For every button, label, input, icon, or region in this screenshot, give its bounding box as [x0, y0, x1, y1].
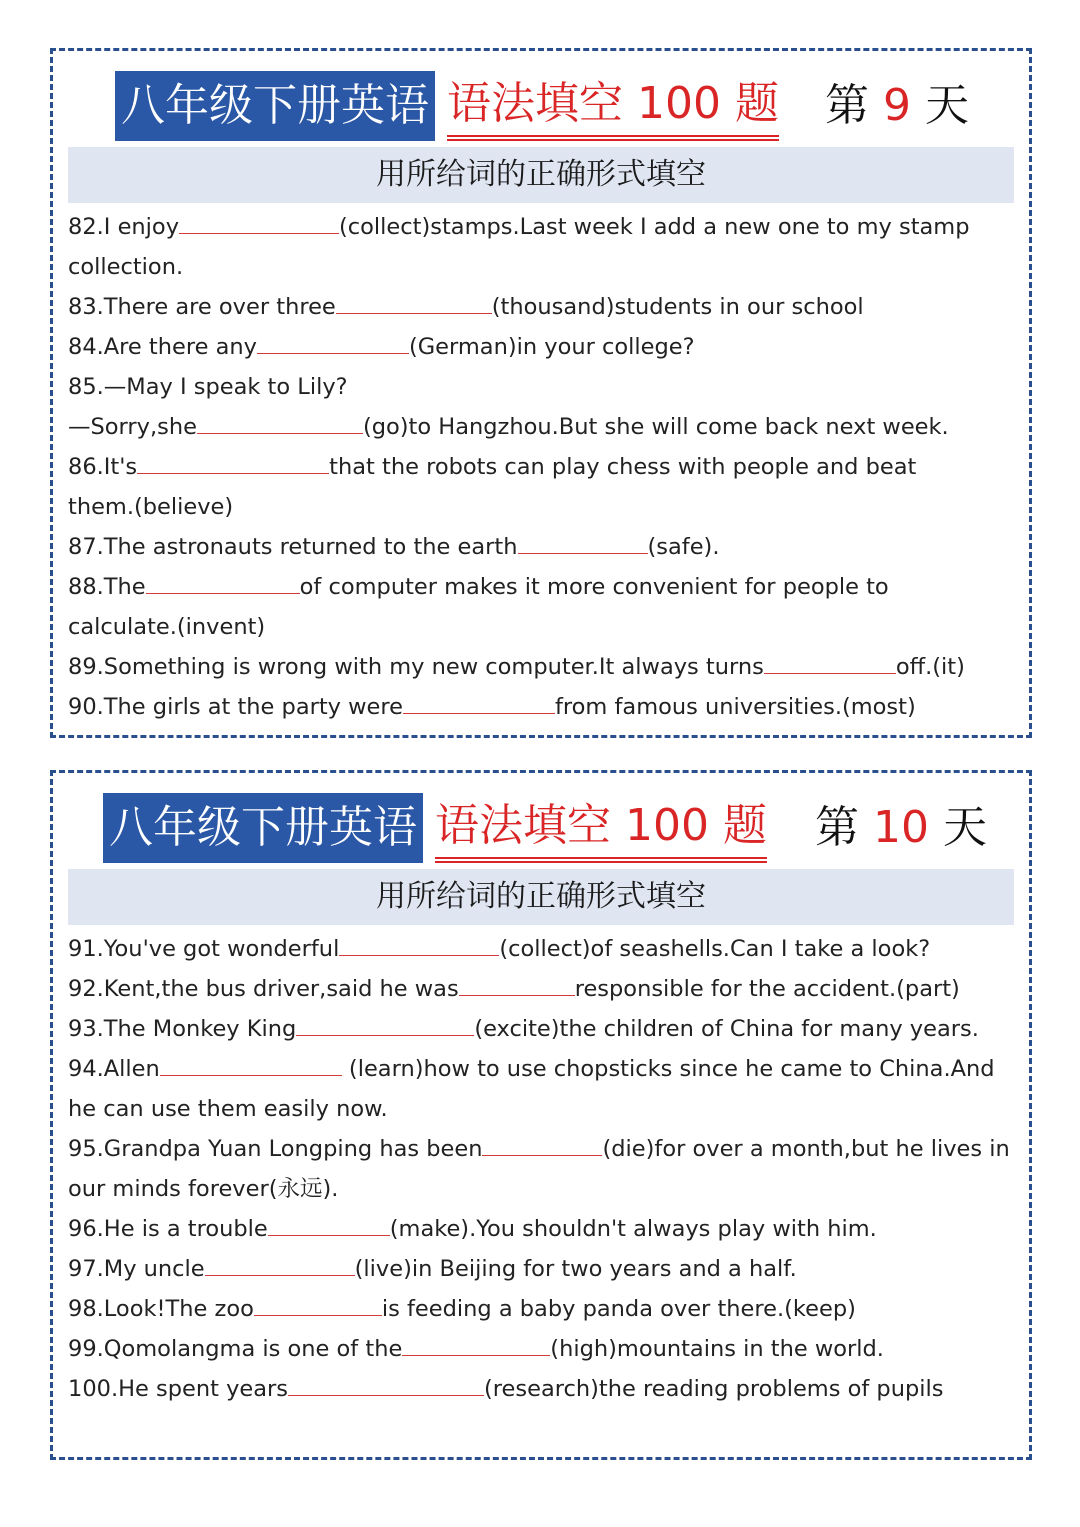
answer-blank[interactable]: [288, 1372, 484, 1396]
question-text: 97.My uncle: [68, 1256, 205, 1282]
question-list: [68, 929, 1017, 1409]
instruction-banner: 用所给词的正确形式填空: [68, 869, 1014, 925]
question-text: collection.: [68, 254, 184, 280]
question-line: [68, 1089, 1017, 1129]
question-text: 86.It's: [68, 454, 138, 480]
question-text: 92.Kent,the bus driver,said he was: [68, 976, 459, 1002]
answer-blank[interactable]: [336, 290, 492, 314]
question-line: [68, 207, 1017, 247]
answer-blank[interactable]: [459, 972, 575, 996]
question-text: our minds forever(永远).: [68, 1176, 339, 1202]
day-prefix: 第: [815, 802, 859, 853]
question-line: [68, 407, 1017, 447]
day-label: [815, 793, 987, 863]
question-line: [68, 247, 1017, 287]
question-text: off.(it): [895, 654, 965, 680]
answer-blank[interactable]: [160, 1052, 342, 1076]
question-line: [68, 1169, 1017, 1209]
answer-blank[interactable]: [179, 210, 339, 234]
question-line: [68, 1329, 1017, 1369]
question-text: 82.I enjoy: [68, 214, 180, 240]
title-main: 八年级下册英语: [115, 71, 435, 141]
question-line: [68, 929, 1017, 969]
question-text: 85.—May I speak to Lily?: [68, 374, 348, 400]
question-line: [68, 1249, 1017, 1289]
answer-blank[interactable]: [482, 1132, 602, 1156]
title-sub: 语法填空 100 题: [435, 793, 767, 863]
question-text: (German)in your college?: [408, 334, 695, 360]
answer-blank[interactable]: [254, 1292, 382, 1316]
card-title-row: [53, 71, 1029, 141]
day-label: [825, 71, 969, 141]
question-text: 96.He is a trouble: [68, 1216, 268, 1242]
question-text: calculate.(invent): [68, 614, 266, 640]
question-line: [68, 1049, 1017, 1089]
day-prefix: 第: [825, 80, 869, 131]
title-main: 八年级下册英语: [103, 793, 423, 863]
question-line: [68, 687, 1017, 727]
question-line: [68, 447, 1017, 487]
day-number: 9: [883, 80, 911, 131]
answer-blank[interactable]: [402, 1332, 550, 1356]
question-text: (learn)how to use chopsticks since he came to China.And: [341, 1056, 995, 1082]
question-text: (collect)of seashells.Can I take a look?: [499, 936, 931, 962]
question-text: 88.The: [68, 574, 146, 600]
question-text: responsible for the accident.(part): [574, 976, 960, 1002]
question-text: 87.The astronauts returned to the earth: [68, 534, 518, 560]
question-text: (safe).: [647, 534, 720, 560]
day-number: 10: [873, 802, 929, 853]
question-text: that the robots can play chess with people and beat: [329, 454, 917, 480]
question-text: (live)in Beijing for two years and a half.: [354, 1256, 797, 1282]
card-title-row: [53, 793, 1029, 863]
question-text: 84.Are there any: [68, 334, 257, 360]
answer-blank[interactable]: [137, 450, 329, 474]
question-line: [68, 1289, 1017, 1329]
instruction-banner: 用所给词的正确形式填空: [68, 147, 1014, 203]
question-text: of computer makes it more convenient for people to: [299, 574, 889, 600]
answer-blank[interactable]: [257, 330, 409, 354]
answer-blank[interactable]: [268, 1212, 390, 1236]
question-text: is feeding a baby panda over there.(keep): [381, 1296, 856, 1322]
question-line: [68, 1369, 1017, 1409]
answer-blank[interactable]: [764, 650, 896, 674]
question-text: (make).You shouldn't always play with him.: [389, 1216, 877, 1242]
day-suffix: 天: [943, 802, 987, 853]
question-text: 100.He spent years: [68, 1376, 289, 1402]
answer-blank[interactable]: [205, 1252, 355, 1276]
question-text: 83.There are over three: [68, 294, 336, 320]
question-line: [68, 1009, 1017, 1049]
question-text: 95.Grandpa Yuan Longping has been: [68, 1136, 483, 1162]
question-text: 99.Qomolangma is one of the: [68, 1336, 403, 1362]
question-text: (high)mountains in the world.: [550, 1336, 884, 1362]
question-text: (excite)the children of China for many years.: [474, 1016, 979, 1042]
question-text: (research)the reading problems of pupils: [484, 1376, 944, 1402]
question-line: [68, 567, 1017, 607]
question-text: from famous universities.(most): [554, 694, 916, 720]
question-line: [68, 1209, 1017, 1249]
question-line: [68, 487, 1017, 527]
question-line: [68, 1129, 1017, 1169]
question-text: 91.You've got wonderful: [68, 936, 340, 962]
day-suffix: 天: [925, 80, 969, 131]
question-line: [68, 969, 1017, 1009]
exercise-card-day-9: [50, 48, 1032, 738]
question-text: (die)for over a month,but he lives in: [602, 1136, 1010, 1162]
answer-blank[interactable]: [403, 690, 555, 714]
question-text: 90.The girls at the party were: [68, 694, 403, 720]
answer-blank[interactable]: [518, 530, 648, 554]
title-sub: 语法填空 100 题: [447, 71, 779, 141]
question-list: [68, 207, 1017, 727]
answer-blank[interactable]: [339, 932, 499, 956]
answer-blank[interactable]: [197, 410, 363, 434]
exercise-card-day-10: [50, 770, 1032, 1460]
question-line: [68, 287, 1017, 327]
question-line: [68, 367, 1017, 407]
question-text: 98.Look!The zoo: [68, 1296, 254, 1322]
question-text: he can use them easily now.: [68, 1096, 388, 1122]
question-text: (go)to Hangzhou.But she will come back next week.: [362, 414, 949, 440]
question-line: [68, 327, 1017, 367]
question-text: —Sorry,she: [68, 414, 197, 440]
question-text: (thousand)students in our school: [491, 294, 864, 320]
question-text: them.(believe): [68, 494, 234, 520]
question-line: [68, 527, 1017, 567]
answer-blank[interactable]: [146, 570, 300, 594]
question-text: 89.Something is wrong with my new computer.It always turns: [68, 654, 764, 680]
question-line: [68, 647, 1017, 687]
question-line: [68, 607, 1017, 647]
question-text: 94.Allen: [68, 1056, 160, 1082]
question-text: (collect)stamps.Last week I add a new one to my stamp: [339, 214, 970, 240]
question-text: 93.The Monkey King: [68, 1016, 297, 1042]
answer-blank[interactable]: [296, 1012, 474, 1036]
